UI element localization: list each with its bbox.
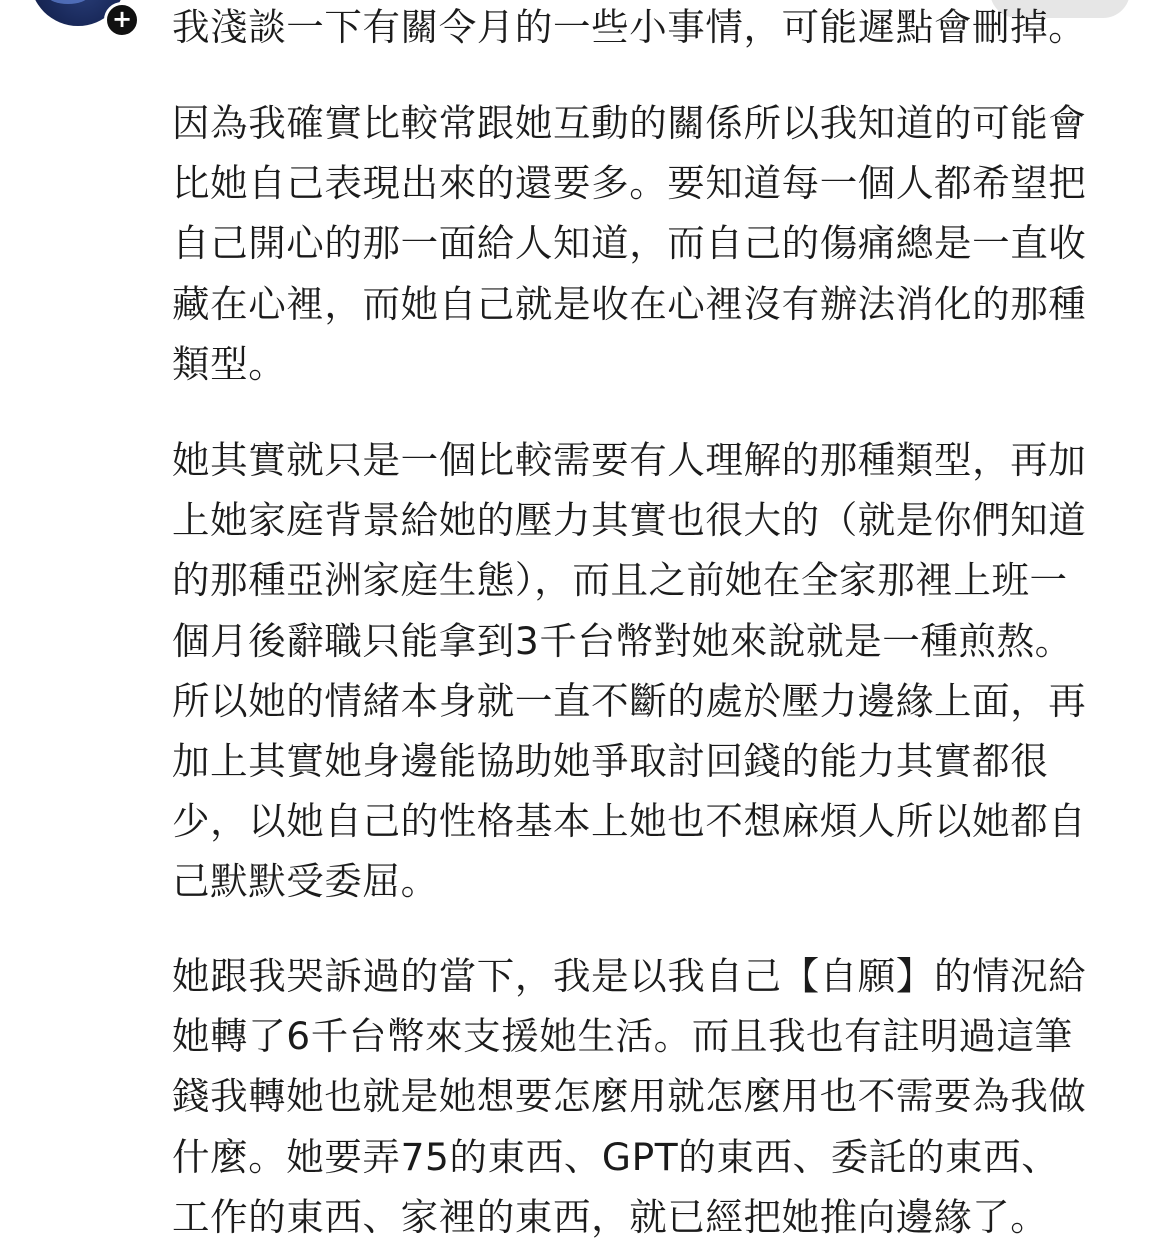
post-text-line: 什麼。她要弄75的東西、GPT的東西、委託的東西、 — [172, 1134, 1060, 1179]
post-text-line: 己默默受委屈。 — [172, 859, 439, 904]
post-text-line: 個月後辭職只能拿到3千台幣對她來說就是一種煎熬。 — [172, 618, 1073, 663]
post-text-line: 的那種亞洲家庭生態），而且之前她在全家那裡上班一 — [172, 558, 1068, 603]
follow-plus-icon[interactable]: + — [104, 2, 140, 38]
post-paragraph-2 — [172, 93, 1086, 394]
post-text-line: 錢我轉她也就是她想要怎麼用就怎麼用也不需要為我做 — [172, 1074, 1087, 1119]
post-text-line: 少，以她自己的性格基本上她也不想麻煩人所以她都自 — [172, 799, 1087, 844]
post-text-line: 加上其實她身邊能協助她爭取討回錢的能力其實都很 — [172, 738, 1049, 783]
post-text-line: 藏在心裡，而她自己就是收在心裡沒有辦法消化的那種 — [172, 281, 1087, 326]
post-text-line: 工作的東西、家裡的東西，就已經把她推向邊緣了。 — [172, 1194, 1049, 1239]
post-text-line: 我淺談一下有關令月的一些小事情，可能遲點會刪掉。 — [172, 5, 1087, 49]
post-text-line: 上她家庭背景給她的壓力其實也很大的（就是你們知道 — [172, 498, 1087, 543]
post-text-line: 她轉了6千台幣來支援她生活。而且我也有註明過這筆 — [172, 1014, 1073, 1059]
post-text-line: 所以她的情緒本身就一直不斷的處於壓力邊緣上面，再 — [172, 678, 1087, 723]
post-text-line: 她其實就只是一個比較需要有人理解的那種類型，再加 — [172, 438, 1087, 482]
post-text-line: 自己開心的那一面給人知道，而自己的傷痛總是一直收 — [172, 221, 1087, 266]
post-paragraph-1 — [172, 0, 1086, 57]
post-text-line: 類型。 — [172, 341, 287, 386]
post-paragraph-3 — [172, 430, 1086, 912]
author-avatar-group[interactable] — [0, 0, 160, 50]
post-paragraph-4 — [172, 946, 1086, 1247]
post-text-line: 她跟我哭訴過的當下，我是以我自己【自願】的情況給 — [172, 954, 1087, 998]
post-text-line: 比她自己表現出來的還要多。要知道每一個人都希望把 — [172, 161, 1087, 206]
post-text-line: 因為我確實比較常跟她互動的關係所以我知道的可能會 — [172, 101, 1087, 145]
